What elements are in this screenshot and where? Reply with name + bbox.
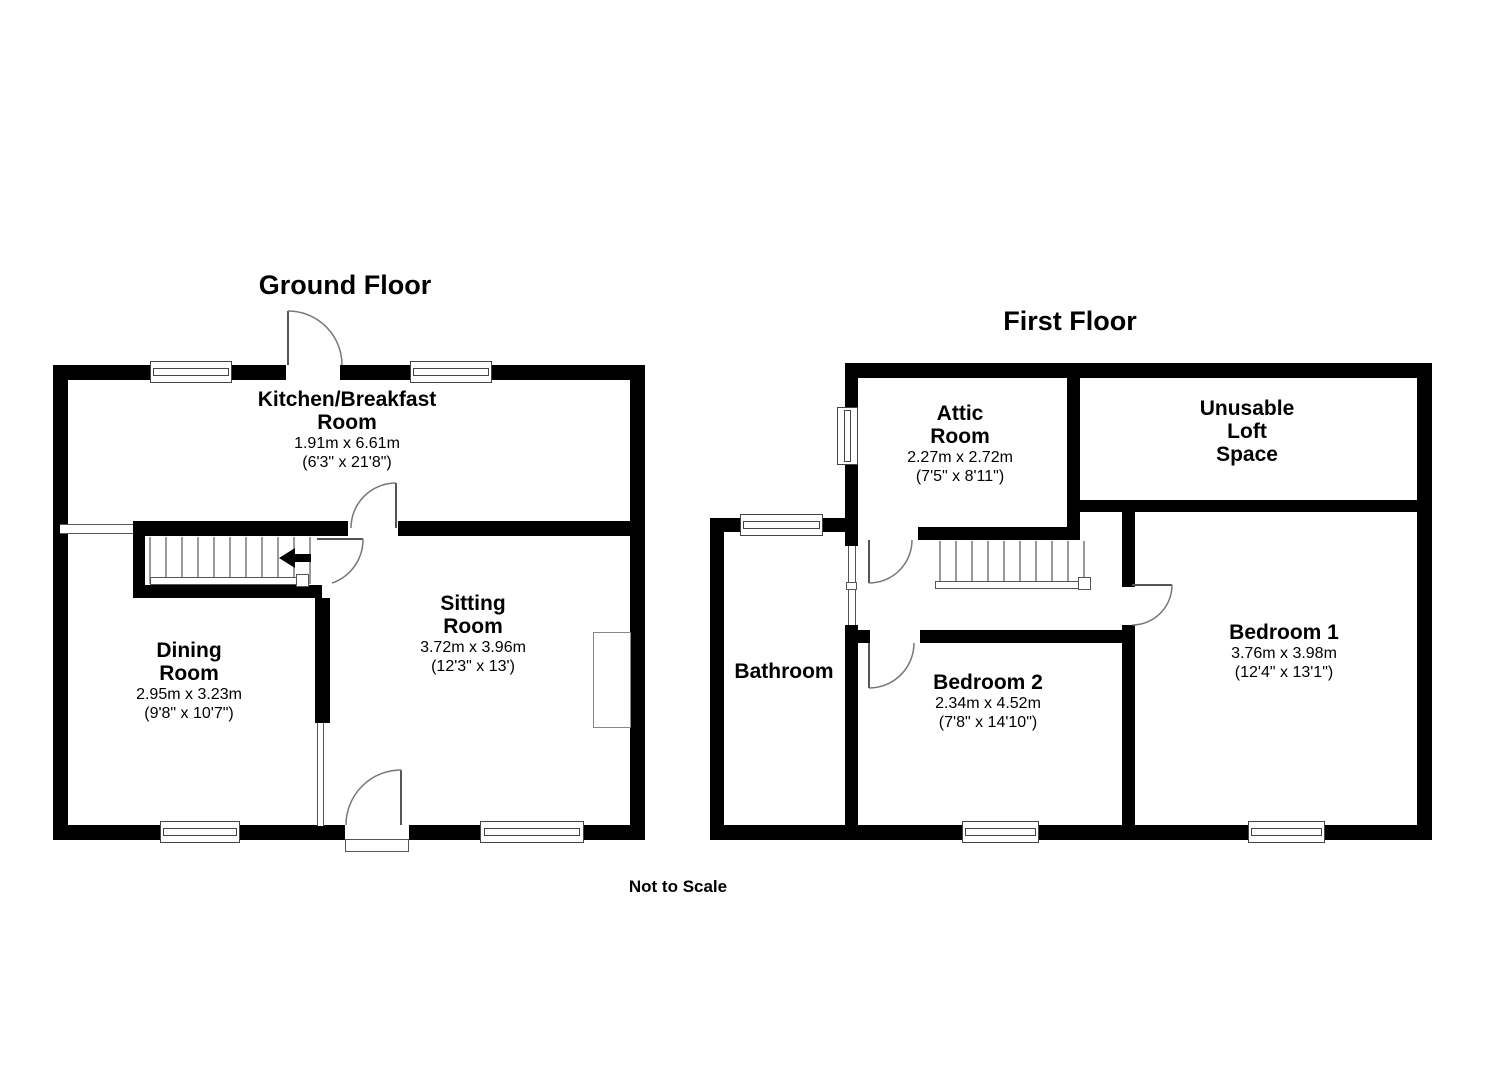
ground-floor-title: Ground Floor bbox=[258, 270, 432, 300]
stair-handrail bbox=[935, 581, 1085, 589]
stairs-direction-arrow-icon bbox=[279, 548, 311, 568]
room-label-loft bbox=[1200, 397, 1295, 466]
room-name: Sitting bbox=[440, 592, 506, 615]
door bbox=[288, 311, 342, 365]
room-dimensions-imperial: (6'3" x 21'8") bbox=[302, 454, 392, 471]
room-label-bedroom2 bbox=[933, 671, 1043, 732]
room-dimensions-metric: 3.72m x 3.96m bbox=[420, 639, 526, 656]
room-dimensions-metric: 2.27m x 2.72m bbox=[907, 449, 1013, 466]
room-dimensions-imperial: (9'8" x 10'7") bbox=[144, 705, 234, 722]
stair-newel bbox=[1078, 577, 1091, 590]
room-label-bathroom bbox=[734, 660, 833, 683]
room-label-sitting bbox=[420, 592, 526, 676]
room-name: Unusable bbox=[1199, 397, 1295, 420]
room-name: Dining bbox=[156, 639, 222, 662]
stair-handrail bbox=[150, 577, 306, 585]
room-dimensions-metric: 1.91m x 6.61m bbox=[294, 435, 400, 452]
stair-treads bbox=[940, 541, 1084, 583]
room-name: Loft bbox=[1227, 420, 1267, 443]
door bbox=[869, 643, 914, 688]
door bbox=[869, 540, 912, 583]
room-label-kitchen bbox=[258, 388, 437, 472]
door bbox=[351, 483, 396, 528]
room-name: Bedroom 1 bbox=[1229, 621, 1339, 644]
room-name: Room bbox=[930, 425, 990, 448]
room-dimensions-metric: 2.95m x 3.23m bbox=[136, 686, 242, 703]
door bbox=[346, 770, 401, 825]
door bbox=[317, 539, 363, 583]
door bbox=[1132, 585, 1172, 625]
room-dimensions-imperial: (7'5" x 8'11") bbox=[915, 468, 1005, 485]
room-name: Kitchen/Breakfast bbox=[257, 388, 437, 411]
room-dimensions-imperial: (7'8" x 14'10") bbox=[938, 714, 1038, 731]
room-label-attic bbox=[907, 402, 1013, 486]
first-floor-title: First Floor bbox=[1003, 306, 1137, 336]
room-name: Attic bbox=[936, 402, 984, 425]
not-to-scale-note: Not to Scale bbox=[628, 877, 728, 896]
room-dimensions-imperial: (12'4" x 13'1") bbox=[1234, 664, 1334, 681]
room-dimensions-metric: 3.76m x 3.98m bbox=[1231, 645, 1337, 662]
room-name: Room bbox=[159, 662, 219, 685]
stair-newel bbox=[296, 574, 309, 587]
room-name: Room bbox=[317, 411, 377, 434]
room-name: Room bbox=[443, 615, 503, 638]
room-label-dining bbox=[136, 639, 242, 723]
room-name: Bathroom bbox=[734, 660, 834, 683]
room-name: Bedroom 2 bbox=[933, 671, 1043, 694]
room-name: Space bbox=[1216, 443, 1278, 466]
room-dimensions-imperial: (12'3" x 13') bbox=[431, 658, 515, 675]
room-dimensions-metric: 2.34m x 4.52m bbox=[935, 695, 1041, 712]
room-label-bedroom1 bbox=[1229, 621, 1339, 682]
